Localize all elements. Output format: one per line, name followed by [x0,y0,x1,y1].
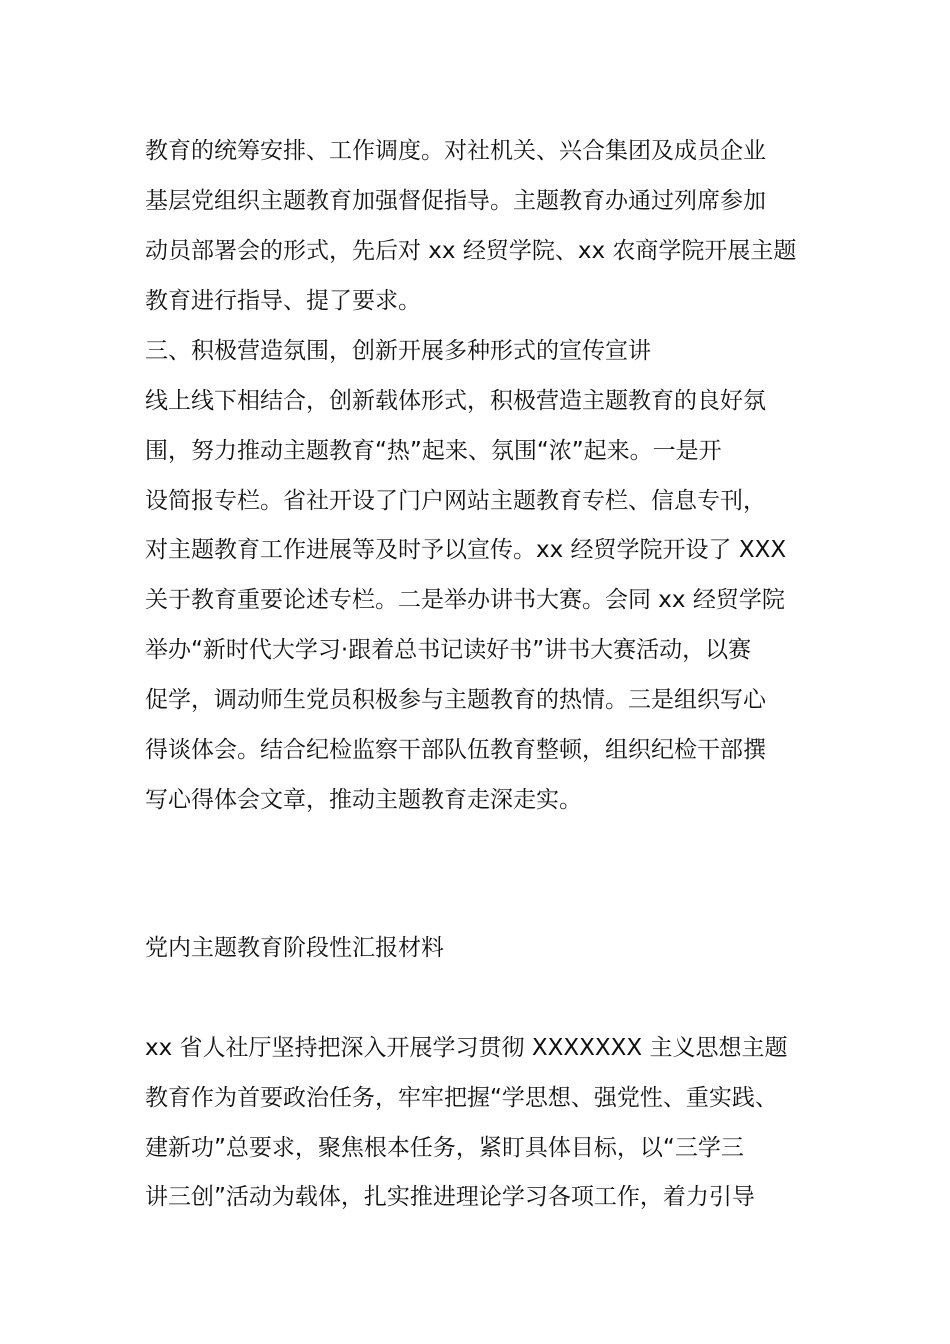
paragraph-line: 教育作为首要政治任务，牢牢把握“学思想、强党性、重实践、 [145,1085,778,1111]
paragraph-line: 线上线下相结合，创新载体形式，积极营造主题教育的良好氛 [145,388,766,414]
paragraph-line: 建新功”总要求，聚焦根本任务，紧盯具体目标，以“三学三 [145,1135,744,1161]
paragraph-line: 动员部署会的形式，先后对 xx 经贸学院、xx 农商学院开展主题 [145,238,797,264]
paragraph-line: 写心得体会文章，推动主题教育走深走实。 [145,787,582,813]
paragraph-line: 教育的统筹安排、工作调度。对社机关、兴合集团及成员企业 [145,138,766,164]
paragraph-line: 设简报专栏。省社开设了门户网站主题教育专栏、信息专刊， [145,488,766,514]
paragraph-line: 得谈体会。结合纪检监察干部队伍教育整顿，组织纪检干部撰 [145,737,766,763]
paragraph-line: 对主题教育工作进展等及时予以宣传。xx 经贸学院开设了 XXX [145,537,787,563]
document-title: 党内主题教育阶段性汇报材料 [145,935,444,961]
paragraph-line: 围，努力推动主题教育“热”起来、氛围“浓”起来。一是开 [145,438,722,464]
paragraph-line: xx 省人社厅坚持把深入开展学习贯彻 XXXXXXX 主义思想主题 [145,1035,788,1061]
paragraph-line: 讲三创”活动为载体，扎实推进理论学习各项工作，着力引导 [145,1184,755,1210]
paragraph-line: 促学，调动师生党员积极参与主题教育的热情。三是组织写心 [145,687,766,713]
paragraph-line: 教育进行指导、提了要求。 [145,288,421,314]
paragraph-line: 关于教育重要论述专栏。二是举办讲书大赛。会同 xx 经贸学院 [145,587,785,613]
section-heading: 三、积极营造氛围，创新开展多种形式的宣传宣讲 [145,338,651,364]
paragraph-line: 基层党组织主题教育加强督促指导。主题教育办通过列席参加 [145,188,766,214]
paragraph-line: 举办“新时代大学习·跟着总书记读好书”讲书大赛活动，以赛 [145,637,752,663]
